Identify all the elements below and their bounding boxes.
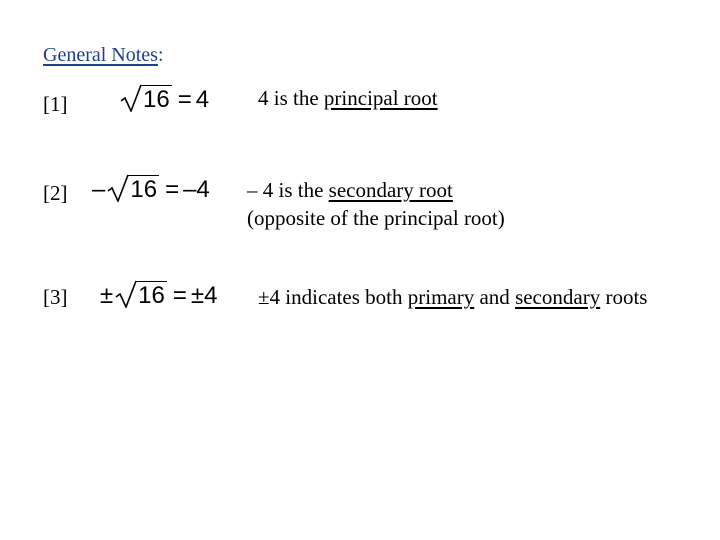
note-underlined-term: secondary root xyxy=(328,178,453,202)
equation-2 xyxy=(92,174,210,202)
note-underlined-term-primary: primary xyxy=(407,285,475,309)
note-underlined-term: principal root xyxy=(323,86,438,110)
heading-label: General Notes xyxy=(43,44,158,66)
note-text-mid: and xyxy=(474,285,516,309)
square-root-expression xyxy=(120,84,172,112)
square-root-sign-icon xyxy=(120,84,142,112)
note-text: – 4 is the xyxy=(247,178,329,202)
equation-result: ±4 xyxy=(190,282,218,309)
equals-sign: = xyxy=(165,176,180,203)
heading-colon: : xyxy=(157,44,164,66)
equation-3 xyxy=(100,280,217,308)
radicand: 16 xyxy=(130,176,158,203)
note-second-line: (opposite of the principal root) xyxy=(247,206,505,230)
equals-sign: = xyxy=(172,282,187,309)
square-root-expression xyxy=(107,174,159,202)
item-number-3: [3] xyxy=(43,285,68,309)
equation-result: 4 xyxy=(195,86,210,113)
radicand: 16 xyxy=(143,86,170,113)
note-text-post: roots xyxy=(600,285,648,309)
note-3 xyxy=(258,283,647,311)
item-number-1: [1] xyxy=(43,92,68,116)
square-root-expression xyxy=(115,280,167,308)
note-1 xyxy=(258,84,438,112)
equation-prefix: – xyxy=(92,176,106,203)
square-root-sign-icon xyxy=(115,280,137,308)
note-2 xyxy=(247,176,505,232)
square-root-sign-icon xyxy=(107,174,129,202)
equation-result: –4 xyxy=(183,176,210,203)
item-number-2: [2] xyxy=(43,181,68,205)
equation-1 xyxy=(118,84,209,112)
radicand: 16 xyxy=(138,282,165,309)
note-underlined-term-secondary: secondary xyxy=(515,285,601,309)
equation-prefix: ± xyxy=(100,282,114,309)
note-text: 4 is the xyxy=(258,86,324,110)
note-text: ±4 indicates both xyxy=(258,285,408,309)
general-notes-heading xyxy=(43,44,164,67)
equals-sign: = xyxy=(177,86,192,113)
